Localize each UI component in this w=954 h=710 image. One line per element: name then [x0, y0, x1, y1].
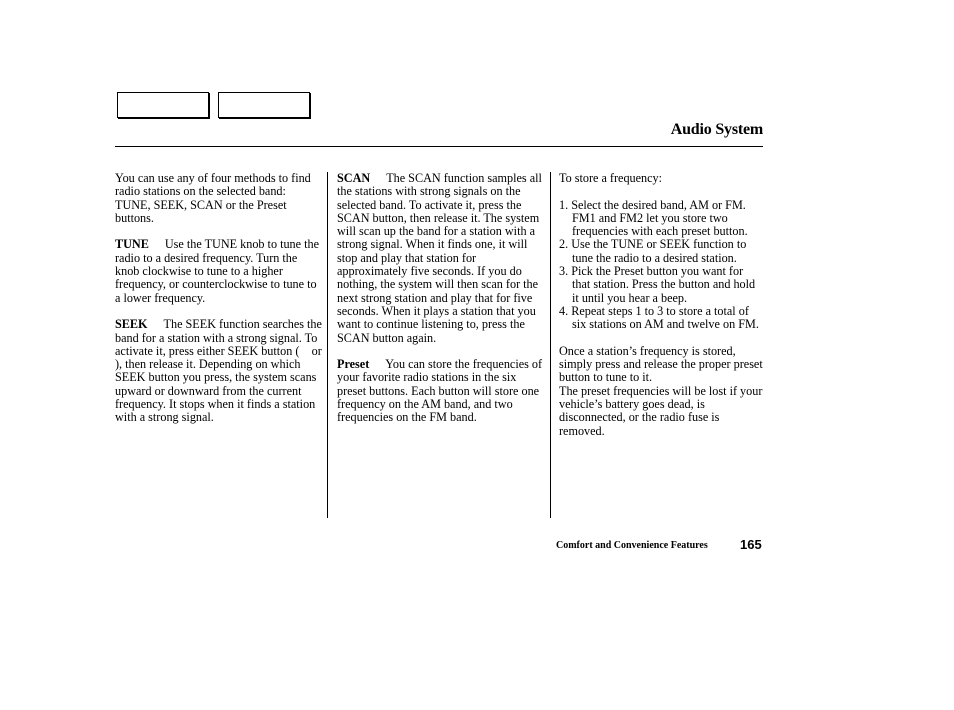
preset-term: Preset — [337, 357, 370, 372]
store-step: 3. Pick the Preset button you want for that station. Press the button and hold it until you hear a beep. — [559, 264, 756, 305]
column-divider-2 — [550, 172, 551, 518]
preset-text: You can store the frequencies of your favorite radio stations in the six preset buttons. Each button will store one frequency on the AM band, and two frequencies on the FM band. — [337, 357, 543, 425]
tune-text: Use the TUNE knob to tune the radio to a desired frequency. Turn the knob clockwise to tune to a higher frequency, or counterclockwise to tune to a lower frequency. — [115, 237, 319, 305]
store-step: 1. Select the desired band, AM or FM. FM1 and FM2 let you store two frequencies with each preset button. — [559, 197, 748, 239]
nav-tab-button-2[interactable] — [218, 92, 310, 118]
stored-paragraph: Once a station’s frequency is stored, simply press and release the proper preset button to tune to it. — [559, 343, 763, 385]
header-rule — [115, 146, 763, 147]
tune-paragraph — [115, 238, 323, 304]
scan-term: SCAN — [337, 171, 371, 185]
column-2 — [337, 172, 543, 438]
preset-paragraph — [337, 358, 543, 424]
store-step: 2. Use the TUNE or SEEK function to tune the radio to a desired station. — [559, 237, 747, 265]
column-1 — [115, 171, 334, 438]
tune-term: TUNE — [115, 237, 149, 252]
scan-text: The SCAN function samples all the stations with strong signals on the selected band. To activate it, press the SCAN button, then release it. The system will scan up the band for a station with a strong signal. When it finds one, it will stop and play that station for approximately five seconds. If you do nothing, the system will then scan for the next strong station and play that for five seconds. When it plays a station that you want to continue listening to, press the SCAN button again. — [337, 171, 542, 345]
scan-paragraph — [337, 172, 543, 345]
store-steps-list — [559, 199, 763, 332]
column-3 — [559, 172, 763, 438]
footer-section-label: Comfort and Convenience Features — [556, 540, 708, 551]
intro-paragraph: You can use any of four methods to find radio stations on the selected band: TUNE, SEEK, SCAN or the Preset buttons. — [115, 171, 311, 225]
page-number: 165 — [740, 537, 762, 552]
seek-text: The SEEK function searches the band for a station with a strong signal. To activate it, press either SEEK button ( or ), then release it. Depending on which SEEK button you press, the system scans upward or downward from the current frequency. It stops when it finds a station with a strong signal. — [115, 317, 334, 425]
store-heading: To store a frequency: — [559, 171, 663, 185]
seek-paragraph — [115, 317, 334, 425]
lost-paragraph: The preset frequencies will be lost if your vehicle’s battery goes dead, is disconnected, or the radio fuse is removed. — [559, 383, 763, 438]
nav-tab-button-1[interactable] — [117, 92, 209, 118]
store-step: 4. Repeat steps 1 to 3 to store a total of six stations on AM and twelve on FM. — [559, 303, 759, 332]
page-title: Audio System — [670, 121, 763, 138]
seek-term: SEEK — [115, 317, 148, 332]
